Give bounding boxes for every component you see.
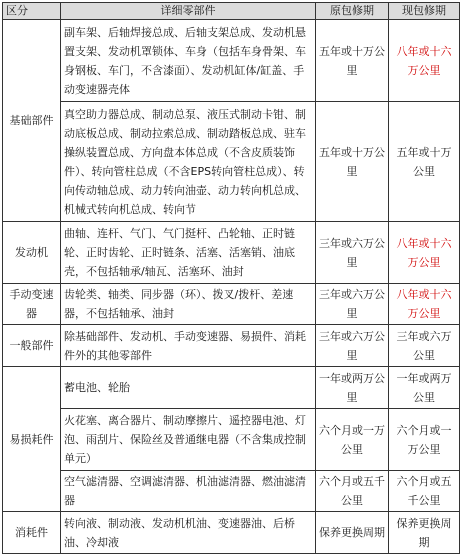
original-warranty-cell: 五年或十万公里 [316,20,389,102]
current-warranty-cell: 六个月或一万公里 [389,409,460,471]
detail-parts-cell: 真空助力器总成、制动总泵、液压式制动卡钳、制动底板总成、制动拉索总成、制动踏板总成、驻车操纵装置总成、方向盘本体总成（不含皮质装饰件）、转向管柱总成（不含EPS转向管柱总成）、转向传动轴总成、动力转向油壶、动力转向机总成、机械式转向机总成、转向节 [61,102,316,222]
table-row [3,102,460,222]
detail-parts-cell: 除基础部件、发动机、手动变速器、易损件、消耗件外的其他零部件 [61,325,316,367]
detail-parts-cell: 副车架、后轴焊接总成、后轴支架总成、发动机悬置支架、发动机罩锁体、车身（包括车身骨架、车身钢板、车门，不含漆面）、发动机缸体/缸盖、手动变速器壳体 [61,20,316,102]
table-row [3,20,460,102]
original-warranty-cell: 六个月或一万公里 [316,409,389,471]
table-header-row [3,3,460,20]
current-warranty-cell: 八年或十六万公里 [389,20,460,102]
category-cell: 手动变速器 [3,284,61,325]
table-row [3,284,460,325]
detail-parts-cell: 火花塞、离合器片、制动摩擦片、遥控器电池、灯泡、雨刮片、保险丝及普通继电器（不含集成控制单元） [61,409,316,471]
warranty-table-container [2,2,459,554]
table-row [3,367,460,409]
category-cell: 消耗件 [3,512,61,554]
original-warranty-cell: 五年或十万公里 [316,102,389,222]
original-warranty-cell: 三年或六万公里 [316,284,389,325]
table-row [3,512,460,554]
category-cell: 一般部件 [3,325,61,367]
warranty-period-table [2,2,460,554]
original-warranty-cell: 一年或两万公里 [316,367,389,409]
current-warranty-cell: 六个月或五千公里 [389,471,460,512]
detail-parts-cell: 转向液、制动液、发动机机油、变速器油、后桥油、冷却液 [61,512,316,554]
table-row [3,471,460,512]
table-body [3,20,460,554]
current-warranty-cell: 一年或两万公里 [389,367,460,409]
header-original-warranty: 原包修期 [316,3,389,20]
header-current-warranty: 现包修期 [389,3,460,20]
detail-parts-cell: 空气滤清器、空调滤清器、机油滤清器、燃油滤清器 [61,471,316,512]
current-warranty-cell: 五年或十万公里 [389,102,460,222]
detail-parts-cell: 蓄电池、轮胎 [61,367,316,409]
table-row [3,409,460,471]
current-warranty-cell: 保养更换周期 [389,512,460,554]
detail-parts-cell: 曲轴、连杆、气门、气门挺杆、凸轮轴、正时链轮、正时齿轮、正时链条、活塞、活塞销、油底壳，不包括轴承/轴瓦、活塞环、油封 [61,222,316,284]
table-row [3,325,460,367]
current-warranty-cell: 八年或十六万公里 [389,284,460,325]
original-warranty-cell: 保养更换周期 [316,512,389,554]
original-warranty-cell: 三年或六万公里 [316,325,389,367]
header-detail-parts: 详细零部件 [61,3,316,20]
table-row [3,222,460,284]
category-cell: 易损耗件 [3,367,61,512]
current-warranty-cell: 三年或六万公里 [389,325,460,367]
original-warranty-cell: 三年或六万公里 [316,222,389,284]
detail-parts-cell: 齿轮类、轴类、同步器（环）、拨叉/拨杆、差速器，不包括轴承、油封 [61,284,316,325]
original-warranty-cell: 六个月或五千公里 [316,471,389,512]
header-category: 区分 [3,3,61,20]
category-cell: 基础部件 [3,20,61,222]
current-warranty-cell: 八年或十六万公里 [389,222,460,284]
category-cell: 发动机 [3,222,61,284]
